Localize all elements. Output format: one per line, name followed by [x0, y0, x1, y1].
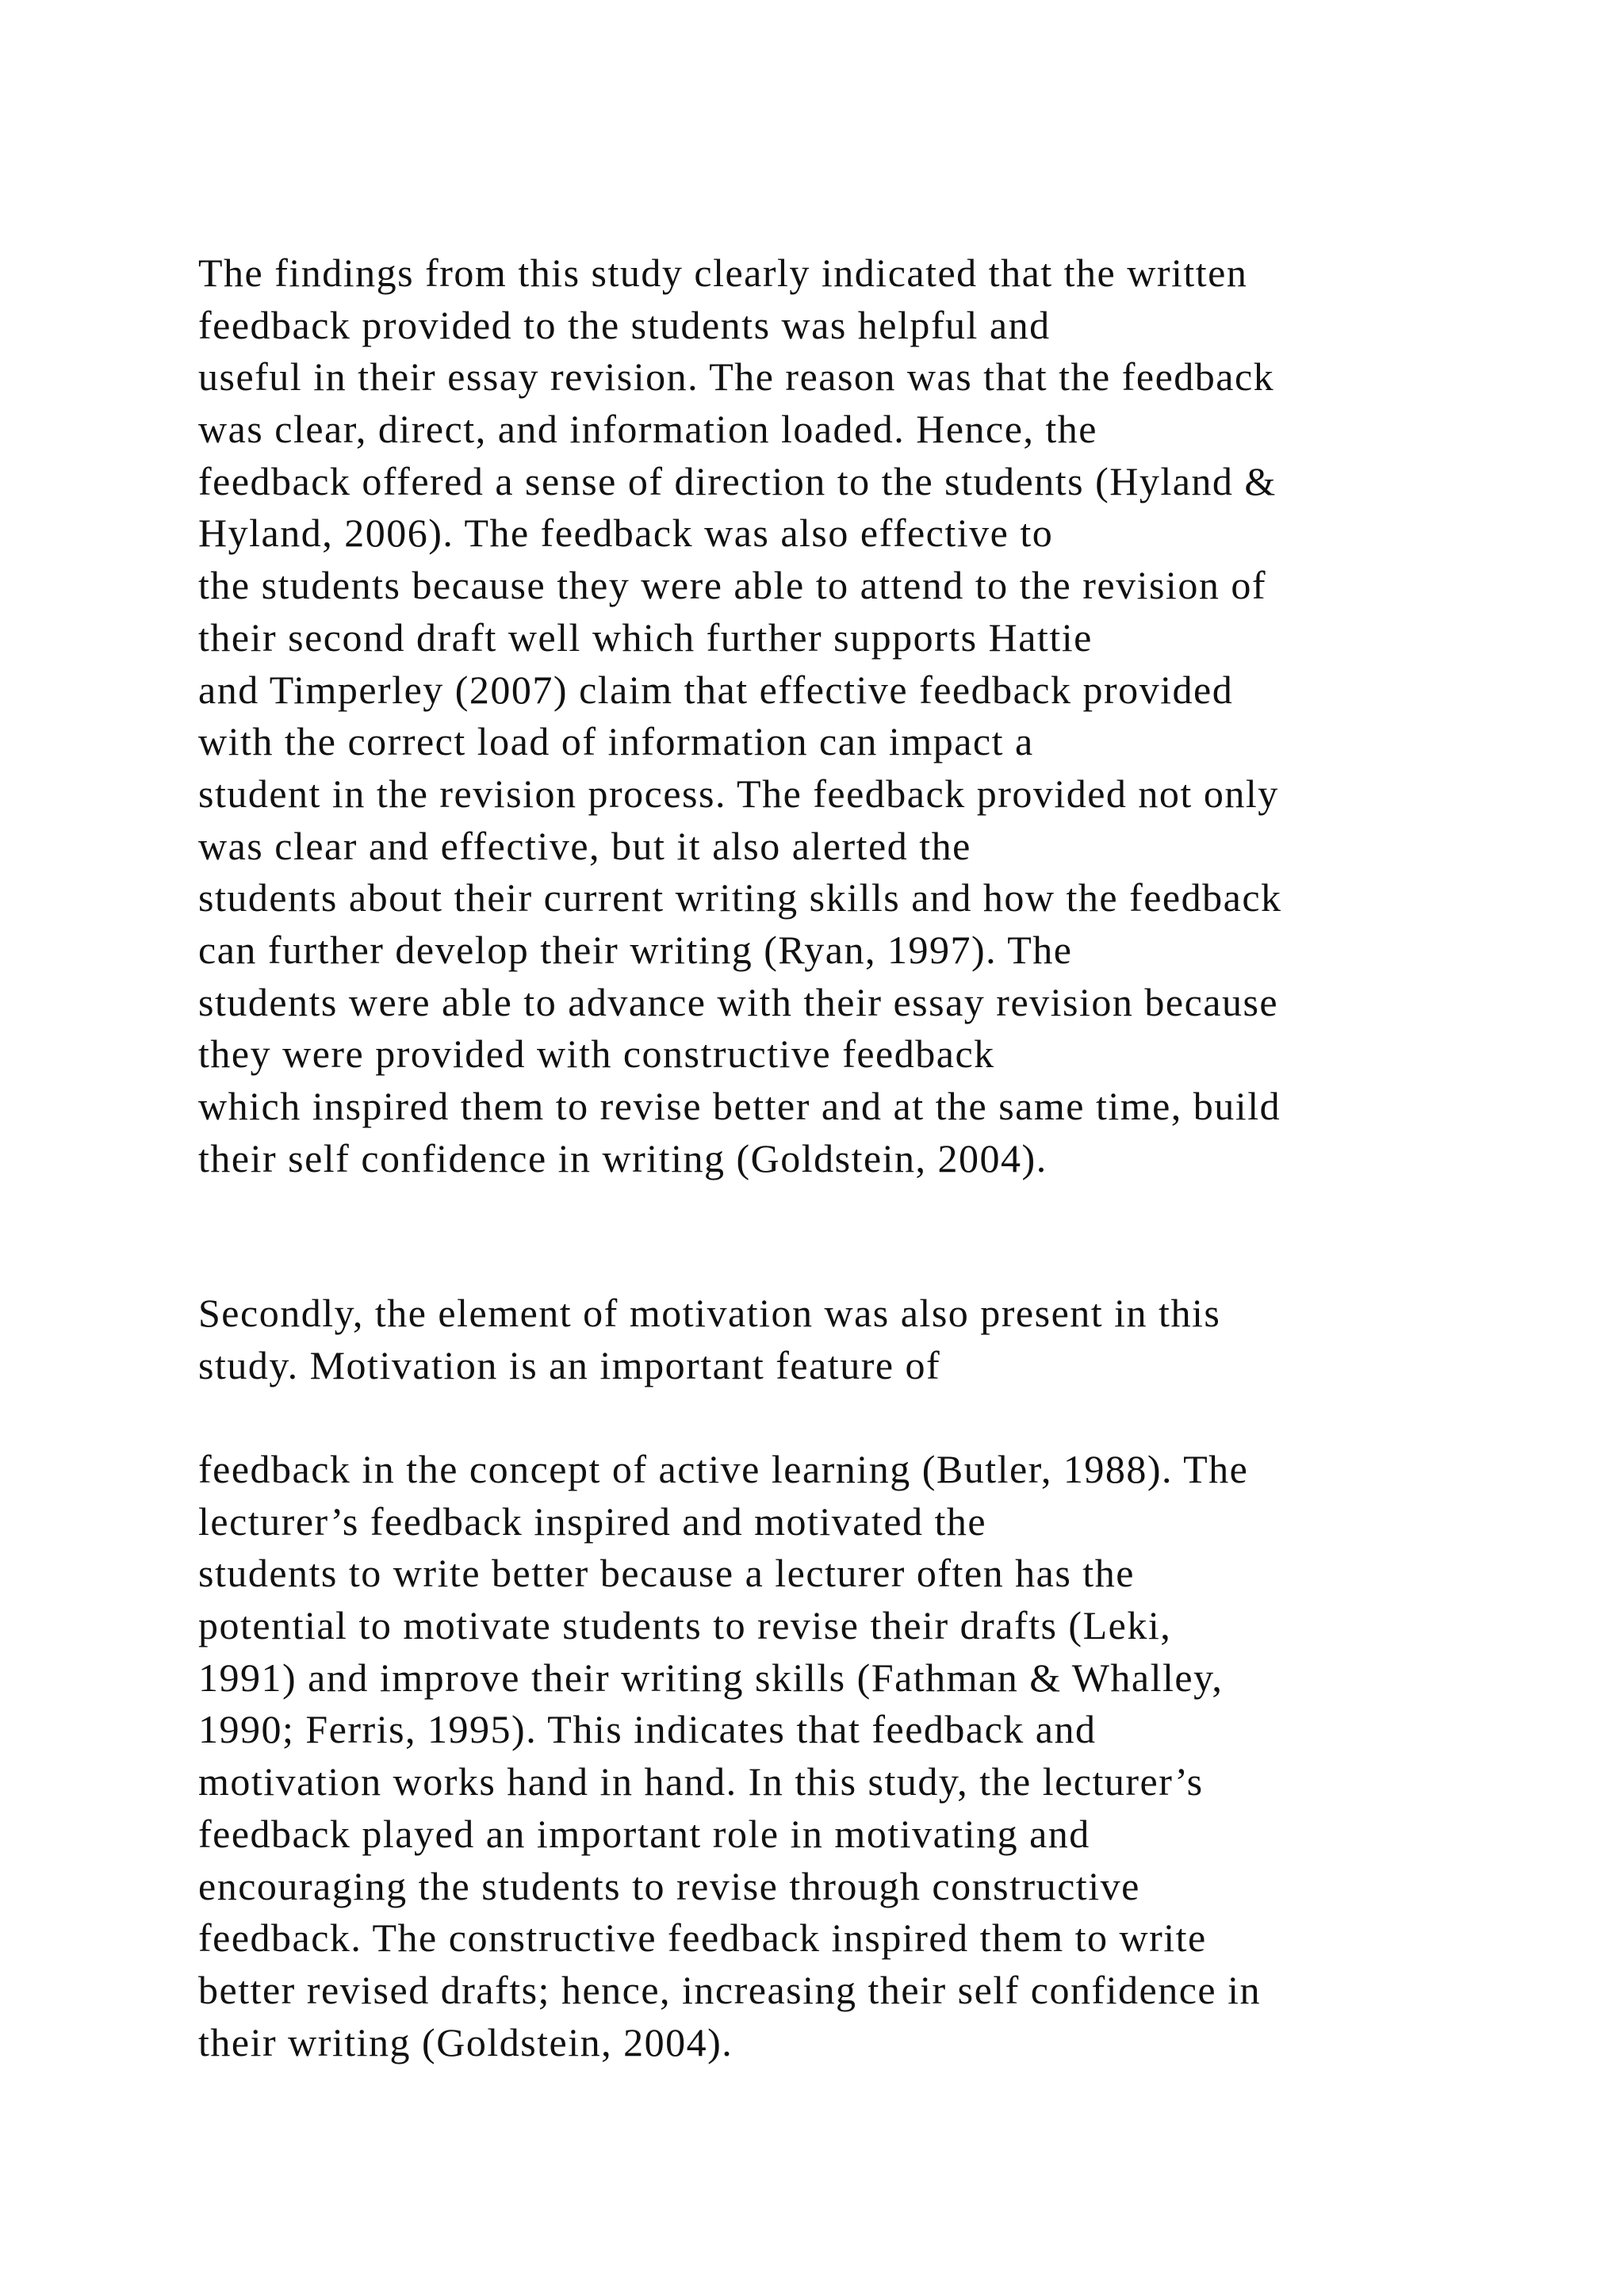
text-line: better revised drafts; hence, increasing their self confidence in: [198, 1967, 1262, 2012]
text-line: feedback offered a sense of direction to the students (Hyland &: [198, 458, 1277, 503]
text-line: lecturer’s feedback inspired and motivated the: [198, 1498, 987, 1544]
text-line: Hyland, 2006). The feedback was also effective to: [198, 511, 1054, 556]
text-line: feedback provided to the students was helpful and: [198, 302, 1051, 347]
text-line: and Timperley (2007) claim that effective feedback provided: [198, 667, 1234, 712]
text-line: useful in their essay revision. The reason was that the feedback: [198, 354, 1275, 400]
text-line: their second draft well which further supports Hattie: [198, 614, 1093, 660]
text-line: Secondly, the element of motivation was also present in this: [198, 1291, 1221, 1335]
text-line: with the correct load of information can impact a: [198, 719, 1034, 764]
text-line: was clear and effective, but it also alerted the: [198, 823, 971, 868]
text-line: feedback. The constructive feedback inspired them to write: [198, 1915, 1207, 1961]
text-line: The findings from this study clearly indicated that the written: [198, 251, 1248, 295]
text-line: 1991) and improve their writing skills (Fathman & Whalley,: [198, 1655, 1224, 1700]
paragraph-findings: [198, 247, 1546, 1184]
text-line: students were able to advance with their essay revision because: [198, 979, 1279, 1024]
text-line: they were provided with constructive feedback: [198, 1031, 995, 1077]
text-line: feedback in the concept of active learning (Butler, 1988). The: [198, 1447, 1249, 1491]
text-line: study. Motivation is an important feature of: [198, 1342, 941, 1387]
paragraph-motivation-intro: [198, 1288, 1546, 1391]
text-line: which inspired them to revise better and at the same time, build: [198, 1084, 1281, 1128]
text-line: students about their current writing skills and how the feedback: [198, 875, 1282, 920]
text-line: students to write better because a lecturer often has the: [198, 1551, 1135, 1596]
paragraph-motivation-body: [198, 1444, 1546, 2068]
text-line: motivation works hand in hand. In this study, the lecturer’s: [198, 1759, 1204, 1804]
text-line: student in the revision process. The feedback provided not only: [198, 771, 1279, 816]
text-line: potential to motivate students to revise their drafts (Leki,: [198, 1603, 1172, 1648]
text-line: the students because they were able to attend to the revision of: [198, 563, 1266, 608]
text-line: feedback played an important role in motivating and: [198, 1811, 1090, 1856]
text-line: encouraging the students to revise through constructive: [198, 1863, 1140, 1908]
text-line: can further develop their writing (Ryan, 1997). The: [198, 927, 1073, 972]
text-line: was clear, direct, and information loaded. Hence, the: [198, 407, 1097, 452]
text-line: their self confidence in writing (Goldstein, 2004).: [198, 1135, 1048, 1181]
text-line: 1990; Ferris, 1995). This indicates that feedback and: [198, 1707, 1097, 1752]
text-line: their writing (Goldstein, 2004).: [198, 2019, 733, 2064]
